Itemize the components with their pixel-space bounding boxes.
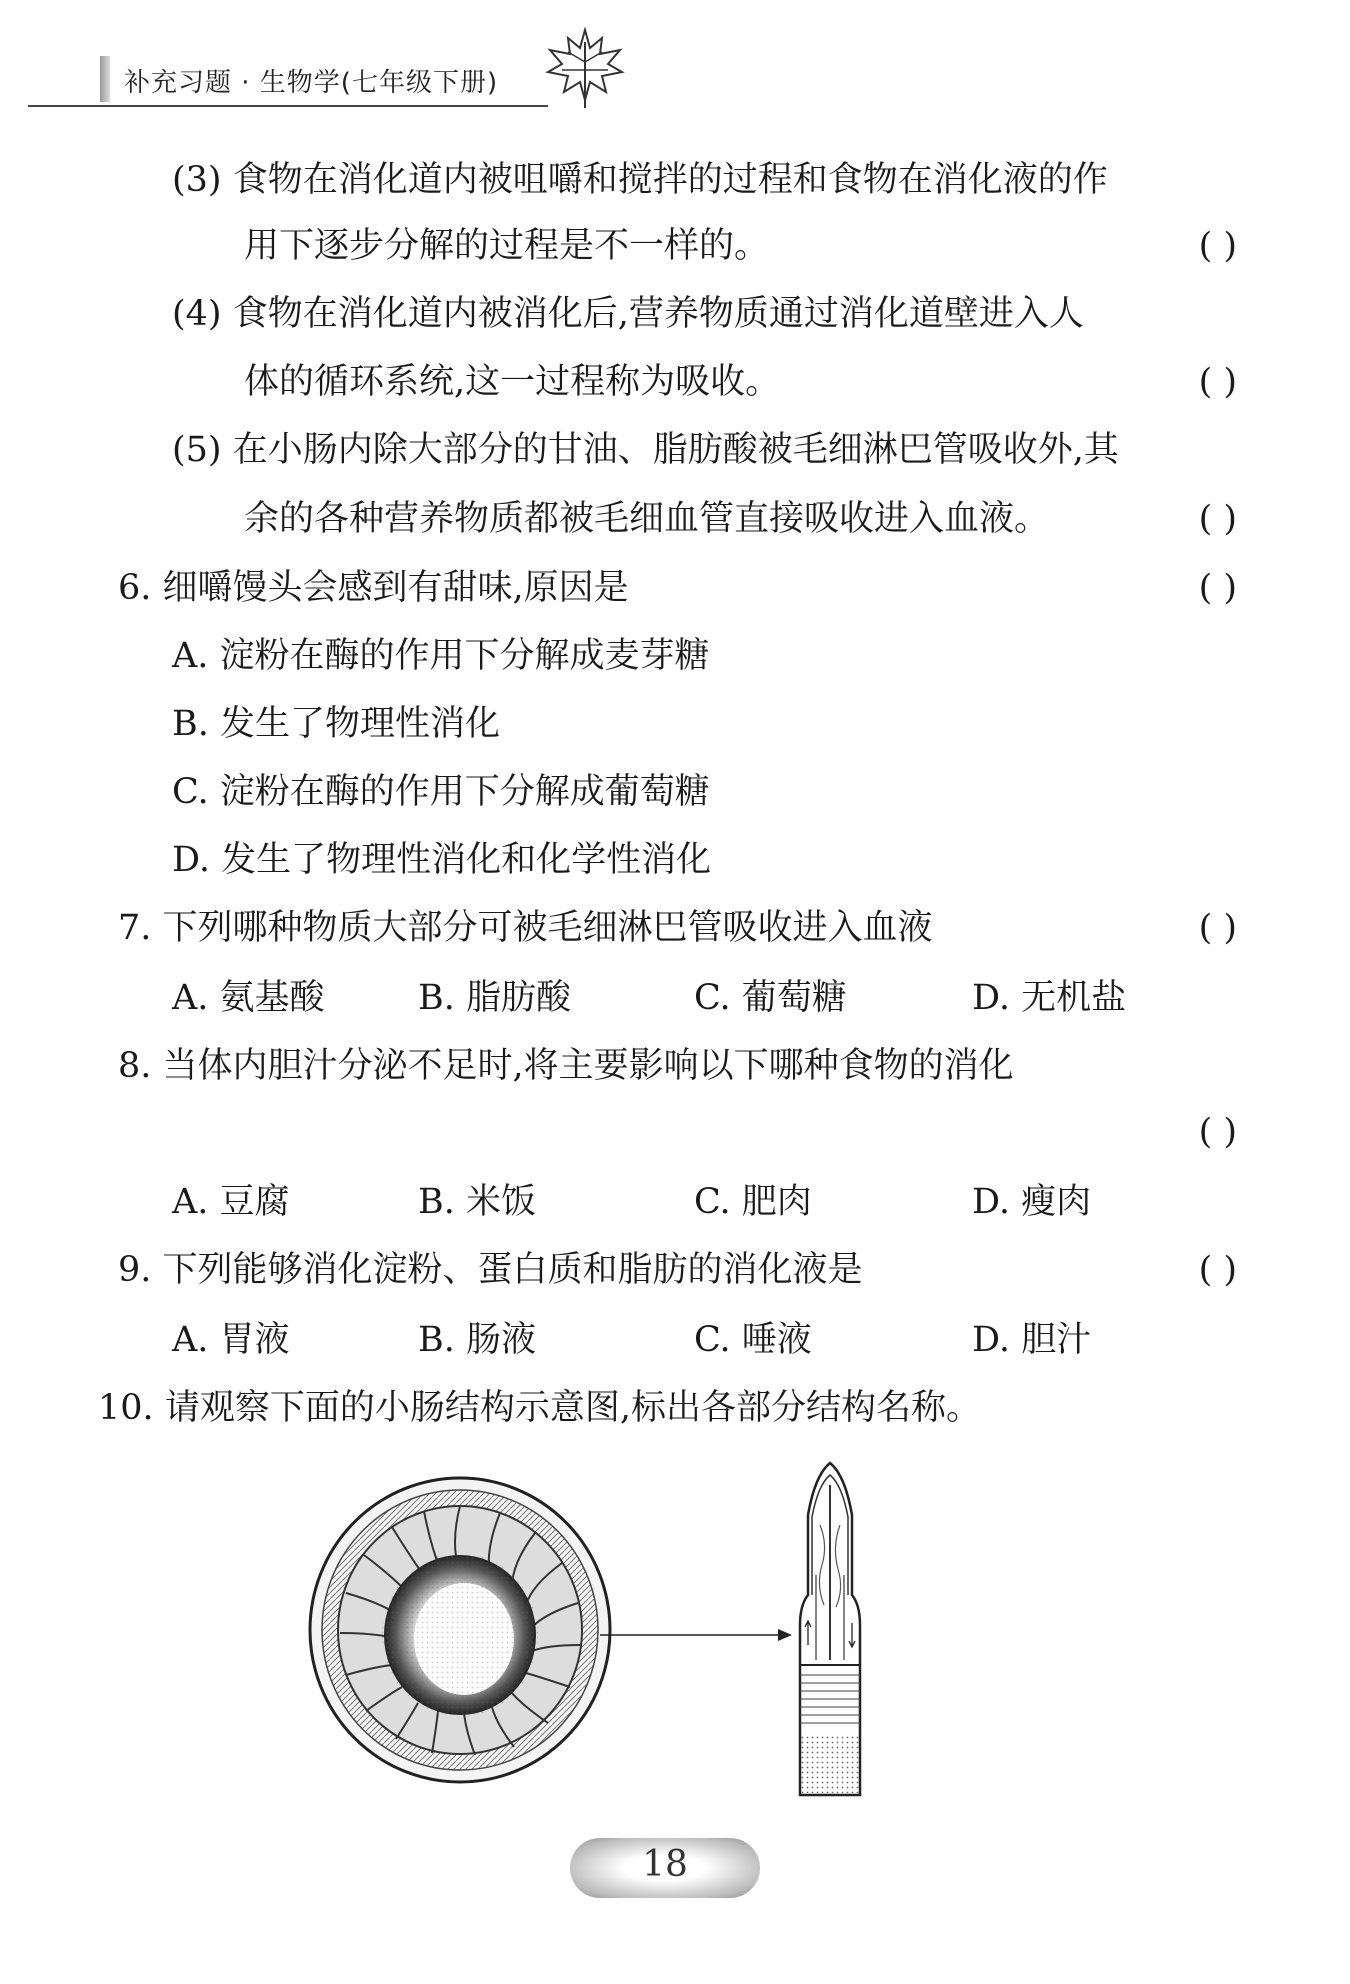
q9-option-a[interactable]: A. 胃液 [172, 1320, 290, 1360]
question-number: 6. [118, 568, 152, 608]
question-number: 9. [118, 1250, 152, 1290]
item-text: 食物在消化道内被咀嚼和搅拌的过程和食物在消化液的作 [232, 160, 1108, 200]
q6-option-a[interactable]: A. 淀粉在酶的作用下分解成麦芽糖 [172, 636, 710, 676]
answer-blank[interactable]: ( ) [1198, 499, 1237, 539]
header-rule [28, 105, 548, 107]
answer-blank[interactable]: ( ) [1198, 226, 1237, 266]
q9-options [172, 1318, 1272, 1362]
item-number: (5) [172, 430, 222, 470]
item-number: (3) [172, 160, 222, 200]
q6-option-c[interactable]: C. 淀粉在酶的作用下分解成葡萄糖 [172, 772, 710, 812]
page-number-badge [570, 1838, 760, 1898]
answer-blank[interactable]: ( ) [1198, 1250, 1237, 1290]
question-9 [118, 1248, 863, 1292]
villus-detail [800, 1463, 860, 1795]
q8-option-c[interactable]: C. 肥肉 [694, 1182, 812, 1222]
item-5-line-2 [244, 497, 1049, 541]
q9-option-c[interactable]: C. 唾液 [694, 1320, 812, 1360]
question-8 [118, 1044, 1014, 1088]
question-number: 10. [98, 1388, 154, 1428]
maple-leaf-icon [540, 22, 630, 112]
answer-blank[interactable]: ( ) [1198, 362, 1237, 402]
header-title: 补充习题 · 生物学(七年级下册) [124, 68, 499, 98]
item-text: 在小肠内除大部分的甘油、脂肪酸被毛细淋巴管吸收外,其 [232, 430, 1119, 470]
q7-options [172, 976, 1272, 1020]
q9-option-d[interactable]: D. 胆汁 [972, 1320, 1092, 1360]
question-number: 8. [118, 1046, 152, 1086]
item-text: 食物在消化道内被消化后,营养物质通过消化道壁进入人 [232, 294, 1084, 334]
item-text: 余的各种营养物质都被毛细血管直接吸收进入血液。 [244, 499, 1050, 539]
question-text: 细嚼馒头会感到有甜味,原因是 [162, 568, 629, 608]
item-4-line-2 [244, 360, 780, 404]
q6-option-d[interactable]: D. 发生了物理性消化和化学性消化 [172, 840, 712, 880]
intestine-cross-section [310, 1478, 610, 1782]
item-4-line-1 [172, 292, 1084, 336]
arrow-head-icon [778, 1629, 792, 1641]
q7-option-c[interactable]: C. 葡萄糖 [694, 978, 847, 1018]
item-text: 体的循环系统,这一过程称为吸收。 [244, 362, 781, 402]
page-number: 18 [642, 1844, 688, 1885]
header-accent-bar [100, 56, 110, 102]
small-intestine-diagram [300, 1455, 1060, 1815]
answer-blank[interactable]: ( ) [1198, 1112, 1237, 1152]
q9-option-b[interactable]: B. 肠液 [418, 1320, 536, 1360]
q6-option-b[interactable]: B. 发生了物理性消化 [172, 704, 500, 744]
question-6 [118, 566, 629, 610]
q7-option-a[interactable]: A. 氨基酸 [172, 978, 325, 1018]
question-text: 请观察下面的小肠结构示意图,标出各部分结构名称。 [164, 1388, 981, 1428]
item-3-line-2 [244, 224, 769, 268]
answer-blank[interactable]: ( ) [1198, 568, 1237, 608]
q7-option-b[interactable]: B. 脂肪酸 [418, 978, 571, 1018]
answer-blank[interactable]: ( ) [1198, 908, 1237, 948]
question-10 [98, 1386, 981, 1430]
question-text: 下列能够消化淀粉、蛋白质和脂肪的消化液是 [162, 1250, 863, 1290]
item-number: (4) [172, 294, 222, 334]
question-text: 下列哪种物质大部分可被毛细淋巴管吸收进入血液 [162, 908, 933, 948]
q7-option-d[interactable]: D. 无机盐 [972, 978, 1127, 1018]
item-5-line-1 [172, 428, 1119, 472]
question-number: 7. [118, 908, 152, 948]
item-text: 用下逐步分解的过程是不一样的。 [244, 226, 770, 266]
page-header [28, 52, 568, 110]
question-7 [118, 906, 933, 950]
question-text: 当体内胆汁分泌不足时,将主要影响以下哪种食物的消化 [162, 1046, 1014, 1086]
q8-option-a[interactable]: A. 豆腐 [172, 1182, 290, 1222]
item-3-line-1 [172, 158, 1108, 202]
q8-options [172, 1180, 1272, 1224]
q8-option-d[interactable]: D. 瘦肉 [972, 1182, 1092, 1222]
q8-option-b[interactable]: B. 米饭 [418, 1182, 536, 1222]
